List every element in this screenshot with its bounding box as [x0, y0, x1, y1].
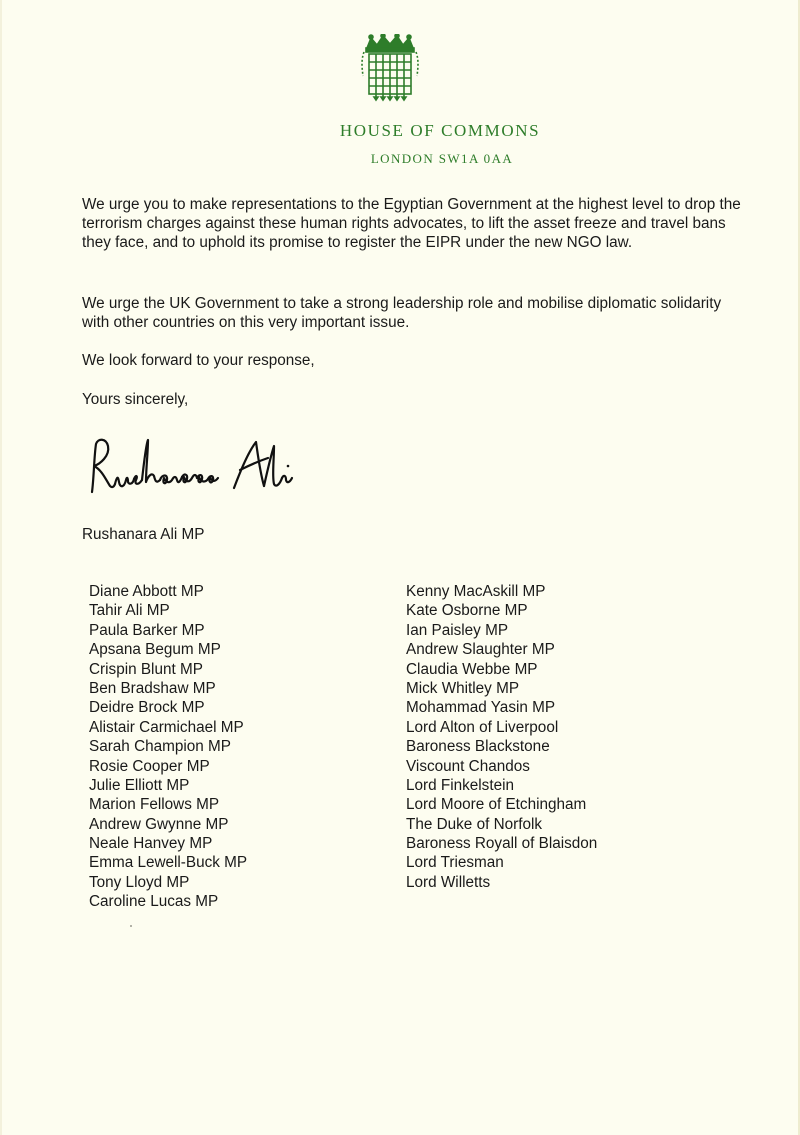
- cosignatory-name: Mick Whitley MP: [406, 679, 520, 697]
- cosignatory-name: Apsana Begum MP: [89, 641, 221, 659]
- cosignatory-name: Paula Barker MP: [89, 621, 205, 639]
- cosignatory-name: Caroline Lucas MP: [89, 893, 219, 911]
- cosignatory-name: Tahir Ali MP: [89, 602, 170, 620]
- portcullis-icon: [359, 34, 421, 106]
- cosignatory-name: Baroness Royall of Blaisdon: [406, 835, 598, 853]
- cosignatory-name: Ben Bradshaw MP: [89, 679, 216, 697]
- letterhead-title: HOUSE OF COMMONS: [339, 121, 541, 140]
- cosignatory-name: Ian Paisley MP: [406, 621, 509, 639]
- body-paragraph-1: We urge you to make representations to the Egyptian Government at the highest level to drop the terrorism charges against these human rights advocates, to lift the asset freeze and travel bans they face, and to uphold its promise to register the EIPR under the new NGO law.: [82, 196, 741, 251]
- cosignatories-left-column: [89, 582, 247, 912]
- paper-speck: [130, 925, 132, 927]
- cosignatory-name: Kenny MacAskill MP: [406, 583, 546, 600]
- letterhead-address: LONDON SW1A 0AA: [370, 151, 514, 166]
- body-paragraph-3: We look forward to your response,: [82, 352, 315, 369]
- cosignatory-name: Marion Fellows MP: [89, 796, 220, 814]
- cosignatory-name: Diane Abbott MP: [89, 583, 204, 600]
- cosignatory-name: Tony Lloyd MP: [89, 873, 190, 891]
- handwritten-signature: [84, 432, 334, 502]
- cosignatory-name: Lord Willetts: [406, 873, 491, 891]
- cosignatory-name: Kate Osborne MP: [406, 602, 528, 620]
- cosignatory-name: Claudia Webbe MP: [406, 660, 538, 678]
- cosignatory-name: Sarah Champion MP: [89, 738, 231, 756]
- cosignatory-name: Lord Triesman: [406, 854, 504, 872]
- cosignatory-name: Lord Alton of Liverpool: [406, 718, 559, 736]
- cosignatory-name: Emma Lewell-Buck MP: [89, 854, 248, 872]
- cosignatory-name: Julie Elliott MP: [89, 776, 190, 794]
- cosignatory-name: Deidre Brock MP: [89, 699, 205, 717]
- signatory-name: Rushanara Ali MP: [82, 526, 205, 543]
- cosignatory-name: Mohammad Yasin MP: [406, 699, 556, 717]
- cosignatory-name: Baroness Blackstone: [406, 738, 550, 756]
- cosignatories-right-column: [406, 582, 597, 892]
- cosignatory-name: Alistair Carmichael MP: [89, 718, 244, 736]
- closing-salutation: Yours sincerely,: [82, 391, 189, 408]
- cosignatory-name: Neale Hanvey MP: [89, 835, 213, 853]
- cosignatory-name: Lord Moore of Etchingham: [406, 796, 587, 814]
- cosignatory-name: The Duke of Norfolk: [406, 815, 543, 833]
- cosignatory-name: Andrew Gwynne MP: [89, 815, 229, 833]
- body-paragraph-2: We urge the UK Government to take a strong leadership role and mobilise diplomatic solidarity with other countries on this very important issue.: [82, 295, 722, 331]
- cosignatory-name: Viscount Chandos: [406, 757, 530, 775]
- cosignatory-name: Andrew Slaughter MP: [406, 641, 555, 659]
- cosignatory-name: Lord Finkelstein: [406, 776, 514, 794]
- cosignatory-name: Rosie Cooper MP: [89, 757, 210, 775]
- cosignatory-name: Crispin Blunt MP: [89, 660, 203, 678]
